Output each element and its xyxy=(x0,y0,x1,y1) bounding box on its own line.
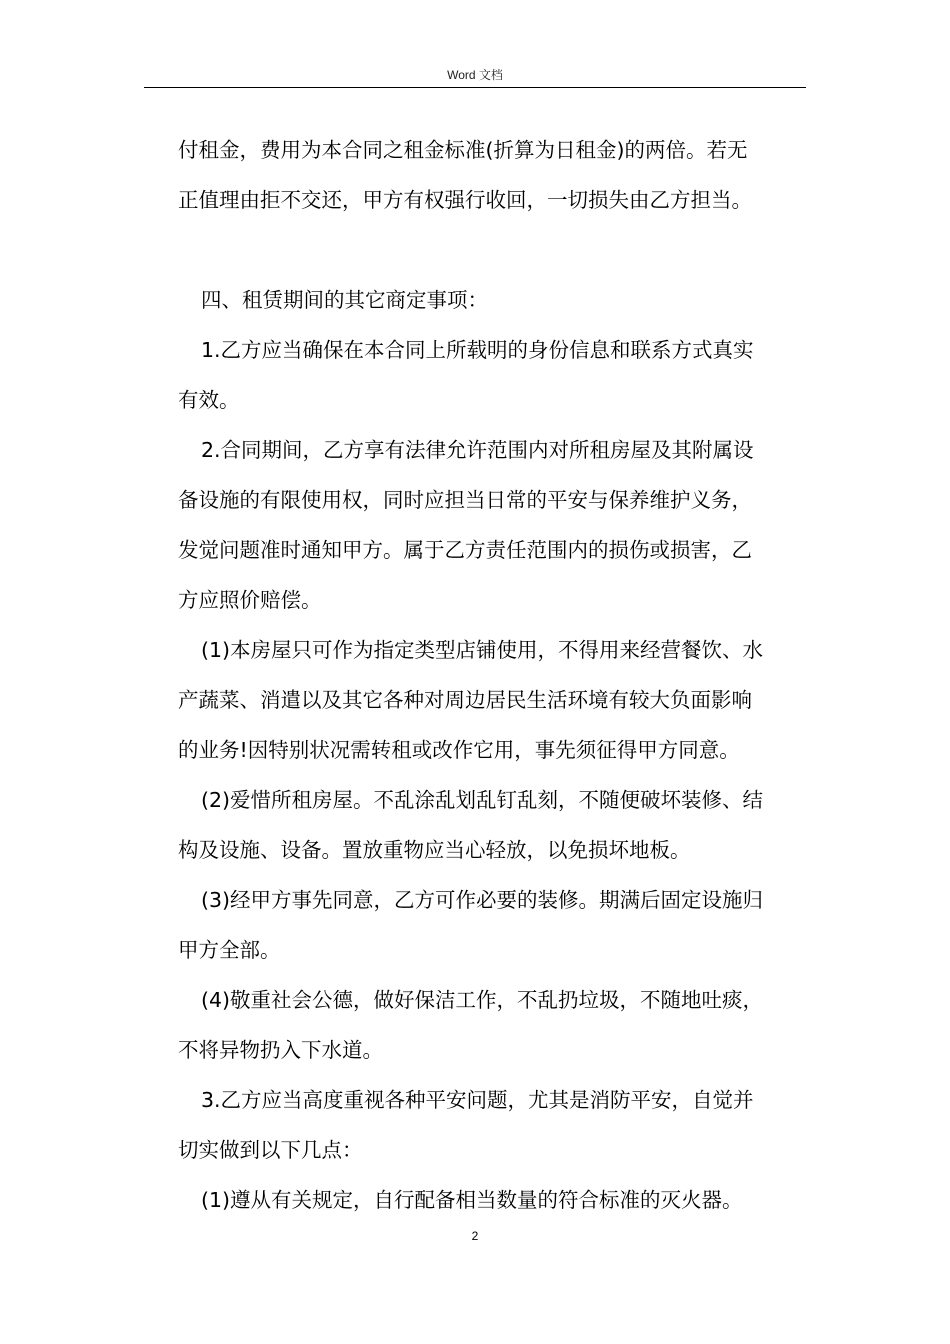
text-line: 发觉问题准时通知甲方。属于乙方责任范围内的损伤或损害，乙 xyxy=(178,538,752,562)
text-line: (3)经甲方事先同意，乙方可作必要的装修。期满后固定设施归 xyxy=(201,888,764,912)
text-line: 切实做到以下几点： xyxy=(178,1138,363,1162)
text-line: 构及设施、设备。置放重物应当心轻放，以免损坏地板。 xyxy=(178,838,691,862)
page-number: 2 xyxy=(471,1229,479,1243)
text-line: 甲方全部。 xyxy=(178,938,281,962)
text-line: (1)本房屋只可作为指定类型店铺使用，不得用来经营餐饮、水 xyxy=(201,638,764,662)
text-line: 备设施的有限使用权，同时应担当日常的平安与保养维护义务， xyxy=(178,488,752,512)
document-body xyxy=(178,125,806,1225)
text-line: 2.合同期间，乙方享有法律允许范围内对所租房屋及其附属设 xyxy=(201,438,754,462)
text-line: 的业务!因特别状况需转租或改作它用，事先须征得甲方同意。 xyxy=(178,738,740,762)
page-header: Word 文档 xyxy=(447,68,503,82)
text-line: 不将异物扔入下水道。 xyxy=(178,1038,383,1062)
text-line: 有效。 xyxy=(178,388,240,412)
section-heading: 四、租赁期间的其它商定事项： xyxy=(201,288,488,312)
text-line: 付租金，费用为本合同之租金标准(折算为日租金)的两倍。若无 xyxy=(178,138,748,162)
text-line: 3.乙方应当高度重视各种平安问题，尤其是消防平安，自觉并 xyxy=(201,1088,754,1112)
text-line: 方应照价赔偿。 xyxy=(178,588,322,612)
text-line: (4)敬重社会公德，做好保洁工作，不乱扔垃圾，不随地吐痰， xyxy=(201,988,764,1012)
text-line: (1)遵从有关规定，自行配备相当数量的符合标准的灭火器。 xyxy=(201,1188,743,1212)
text-line: 1.乙方应当确保在本合同上所载明的身份信息和联系方式真实 xyxy=(201,338,754,362)
text-line: 正值理由拒不交还，甲方有权强行收回，一切损失由乙方担当。 xyxy=(178,188,752,212)
text-line: (2)爱惜所租房屋。不乱涂乱划乱钉乱刻，不随便破坏装修、结 xyxy=(201,788,764,812)
text-line: 产蔬菜、消遣以及其它各种对周边居民生活环境有较大负面影响 xyxy=(178,688,752,712)
header-rule xyxy=(144,87,806,88)
